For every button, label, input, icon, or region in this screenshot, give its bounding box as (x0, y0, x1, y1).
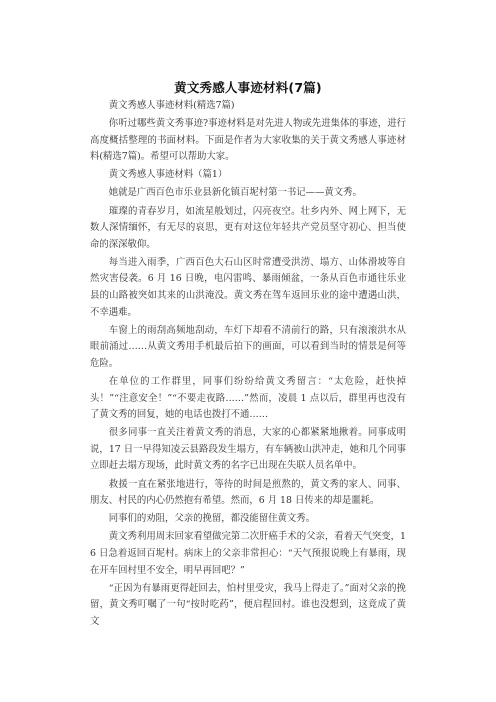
paragraph: 黄文秀利用周末回家看望做完第二次肝癌手术的父亲，看着天气突变，16 日急着返回百坭村。病床上的父亲非常担心：“天气预报说晚上有暴雨，现在开车回村里不安全，明早再回吧？” (90, 531, 406, 576)
paragraph: 璀璨的青春岁月，如流星般划过，闪亮夜空。壮乡内外、网上网下，无数人深情缅怀，有无尽的哀思，更有对这位年轻共产党员坚守初心、担当使命的深深敬仰。 (90, 205, 406, 250)
paragraph: “正因为有暴雨更得赶回去，怕村里受灾，我马上得走了。”面对父亲的挽留，黄文秀叮嘱了一句“按时吃药”，便启程回村。谁也没想到，这竟成了黄文 (90, 582, 406, 627)
paragraph: 她就是广西百色市乐业县新化镇百坭村第一书记——黄文秀。 (108, 187, 362, 199)
document-title: 黄文秀感人事迹材料(7篇) (174, 80, 322, 95)
paragraph: 你听过哪些黄文秀事迹?事迹材料是对先进人物或先进集体的事迹，进行高度概括整理的书面材料。下面是作者为大家收集的关于黄文秀感人事迹材料(精选7篇)。希望可以帮助大家。 (90, 118, 406, 163)
paragraph: 每当进入雨季，广西百色大石山区时常遭受洪涝、塌方、山体滑坡等自然灾害侵袭。6 月 16 日晚，电闪雷鸣、暴雨倾盆，一条从百色市通往乐业县的山路被突如其来的山洪淹没。黄文秀在驾车返回乐业的途中遭遇山洪，不幸遇难。 (90, 256, 406, 318)
section-heading: 黄文秀感人事迹材料（篇1） (108, 169, 228, 181)
paragraph: 黄文秀感人事迹材料(精选7篇) (108, 100, 235, 111)
document-body (90, 98, 406, 630)
paragraph: 救援一直在紧张地进行，等待的时间是煎熬的，黄文秀的家人、同事、朋友、村民的内心仍然抱有希望。然而，6 月 18 日传来的却是噩耗。 (90, 478, 406, 507)
paragraph: 车窗上的雨刮高频地刮动，车灯下却看不清前行的路，只有滚滚洪水从眼前涌过……从黄文秀用手机最后拍下的画面，可以看到当时的情景是何等危险。 (90, 324, 406, 369)
paragraph: 在单位的工作群里，同事们纷纷给黄文秀留言：“太危险，赶快掉头！”“注意安全！”“不要走夜路……”然而，凌晨 1 点以后，群里再也没有了黄文秀的回复，她的电话也拨打不通…… (90, 376, 406, 421)
paragraph: 同事们的劝阻，父亲的挽留，都没能留住黄文秀。 (108, 513, 316, 525)
paragraph: 很多同事一直关注着黄文秀的消息，大家的心都紧紧地揪着。同事成明说，17 日一早得知凌云县路段发生塌方，有车辆被山洪冲走，她和几个同事立即赶去塌方现场，此时黄文秀的名字已出现在失联人员名单中。 (90, 427, 406, 472)
